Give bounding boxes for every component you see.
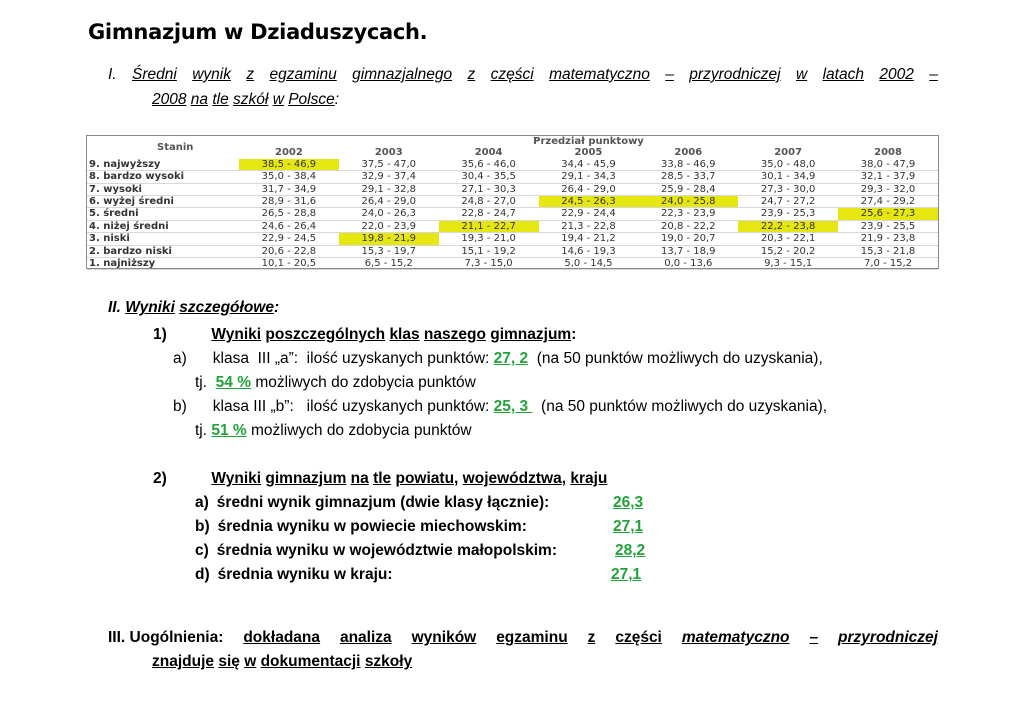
result-item <box>195 494 695 512</box>
table-cell: 30,1 - 34,9 <box>738 171 838 183</box>
result-value: 27,1 <box>611 566 642 583</box>
section-3-heading: III. Uogólnienia: <box>108 629 224 646</box>
table-cell: 37,5 - 47,0 <box>339 159 439 171</box>
subsection-2-comma: , <box>454 470 459 487</box>
section-3-word: się <box>218 653 240 670</box>
table-row <box>87 208 938 220</box>
class-a-rest: (na 50 punktów możliwych do uzyskania), <box>528 350 823 367</box>
result-item <box>195 518 695 536</box>
table-cell: 14,6 - 19,3 <box>539 245 639 257</box>
section-3-word: dokładana <box>243 629 321 646</box>
year-header: 2002 <box>275 147 303 159</box>
section-2-word: szczegółowe <box>179 299 274 316</box>
section-3-word: w <box>244 653 257 670</box>
section-3-word: części <box>615 629 662 646</box>
table-cell: 19,0 - 20,7 <box>638 233 738 245</box>
table-cell: 21,1 - 22,7 <box>439 220 539 232</box>
table-cell: 26,4 - 29,0 <box>539 183 639 195</box>
table-row <box>87 233 938 245</box>
table-cell: 21,9 - 23,8 <box>838 233 938 245</box>
table-cell: 35,0 - 48,0 <box>738 159 838 171</box>
section-3-word: matematyczno <box>681 629 790 646</box>
result-label: średnia wyniku w województwie małopolskim: <box>216 542 558 559</box>
section-1-word: w <box>796 66 808 83</box>
stanin-header: Stanin <box>157 141 194 153</box>
section-1-word: 2008 <box>152 91 187 108</box>
section-1-word: z <box>246 66 255 83</box>
section-3-line-2 <box>152 653 412 671</box>
table-cell: 9,3 - 15,1 <box>738 258 838 270</box>
table-cell: 29,1 - 34,3 <box>539 171 639 183</box>
result-value: 28,2 <box>615 542 646 559</box>
subsection-2-word: na <box>350 470 369 487</box>
class-a-line <box>173 350 823 368</box>
result-label: średni wynik gimnazjum (dwie klasy łącznie): <box>216 494 550 511</box>
table-cell: 27,4 - 29,2 <box>838 196 938 208</box>
section-3-word: znajduje <box>152 653 215 670</box>
table-cell: 33,8 - 46,9 <box>638 159 738 171</box>
table-cell: 32,1 - 37,9 <box>838 171 938 183</box>
class-a-percent-rest: możliwych do zdobycia punktów <box>251 374 476 391</box>
table-cell: 20,6 - 22,8 <box>239 245 339 257</box>
table-cell: 28,5 - 33,7 <box>638 171 738 183</box>
section-3-word: dokumentacji <box>260 653 361 670</box>
table-cell: 22,9 - 24,5 <box>239 233 339 245</box>
table-cell: 27,3 - 30,0 <box>738 183 838 195</box>
table-cell: 32,9 - 37,4 <box>339 171 439 183</box>
section-3-word: z <box>587 629 596 646</box>
subsection-1-word: gimnazjum <box>490 326 572 343</box>
table-cell: 15,3 - 21,8 <box>838 245 938 257</box>
table-cell: 19,8 - 21,9 <box>339 233 439 245</box>
subsection-2-heading <box>153 470 607 488</box>
table-cell: 13,7 - 18,9 <box>638 245 738 257</box>
result-letter: b) <box>195 518 210 535</box>
table-cell: 24,0 - 26,3 <box>339 208 439 220</box>
result-letter: c) <box>195 542 209 559</box>
table-row <box>87 220 938 232</box>
table-row <box>87 183 938 195</box>
year-header: 2007 <box>774 147 803 159</box>
section-1-line-1 <box>108 66 938 84</box>
table-cell: 29,3 - 32,0 <box>838 183 938 195</box>
section-3-word: przyrodniczej <box>838 629 938 646</box>
table-cell: 35,0 - 38,4 <box>239 171 339 183</box>
section-1-word: matematyczno <box>549 66 650 83</box>
subsection-2-word: powiatu <box>395 470 455 487</box>
table-cell: 10,1 - 20,5 <box>239 258 339 270</box>
stanin-label: 1. najniższy <box>87 258 239 270</box>
section-1-word: na <box>190 91 209 108</box>
class-a-points: 27, 2 <box>493 350 529 367</box>
section-1-word: części <box>490 66 534 83</box>
section-3-line-1 <box>108 629 938 647</box>
section-1-line-2 <box>152 91 339 109</box>
stanin-label: 7. wysoki <box>87 183 239 195</box>
subsection-1-number: 1) <box>153 326 167 343</box>
page-title: Gimnazjum w Dziaduszycach. <box>88 20 428 44</box>
subsection-2-number: 2) <box>153 470 167 487</box>
table-cell: 31,7 - 34,9 <box>239 183 339 195</box>
section-3-word: – <box>809 629 819 646</box>
class-b-line <box>173 398 827 416</box>
section-2-word: Wyniki <box>125 299 175 316</box>
section-1-number: I. <box>108 66 117 83</box>
section-1-word: tle <box>212 91 229 108</box>
section-1-colon: : <box>334 91 340 108</box>
section-1-word: 2002 <box>879 66 914 83</box>
result-item <box>195 566 695 584</box>
table-cell: 23,9 - 25,3 <box>738 208 838 220</box>
stanin-table-grid <box>87 136 938 270</box>
table-cell: 25,6 - 27,3 <box>838 208 938 220</box>
table-cell: 20,3 - 22,1 <box>738 233 838 245</box>
subsection-2-word: gimnazjum <box>265 470 347 487</box>
result-value: 26,3 <box>613 494 644 511</box>
class-a-tj: tj. <box>195 374 216 391</box>
year-header: 2004 <box>474 147 503 159</box>
table-cell: 15,1 - 19,2 <box>439 245 539 257</box>
stanin-label: 2. bardzo niski <box>87 245 239 257</box>
subsection-1-word: Wyniki <box>211 326 262 343</box>
section-1-word: wynik <box>192 66 231 83</box>
table-cell: 22,8 - 24,7 <box>439 208 539 220</box>
table-cell: 7,0 - 15,2 <box>838 258 938 270</box>
section-3-word: szkoły <box>364 653 413 670</box>
subsection-1-word: naszego <box>423 326 486 343</box>
class-b-points: 25, 3 <box>493 398 533 415</box>
class-b-tj: tj. <box>195 422 212 439</box>
table-cell: 22,0 - 23,9 <box>339 220 439 232</box>
class-b-rest: (na 50 punktów możliwych do uzyskania), <box>532 398 828 415</box>
section-3-word: wyników <box>411 629 477 646</box>
class-a-text: klasa III „a”: ilość uzyskanych punktów: <box>212 350 494 367</box>
table-cell: 21,3 - 22,8 <box>539 220 639 232</box>
stanin-label: 6. wyżej średni <box>87 196 239 208</box>
year-header: 2008 <box>874 147 902 159</box>
table-cell: 19,3 - 21,0 <box>439 233 539 245</box>
table-cell: 25,9 - 28,4 <box>638 183 738 195</box>
subsection-1-colon: : <box>571 326 577 343</box>
section-1-word: – <box>665 66 674 83</box>
class-b-text: klasa III „b”: ilość uzyskanych punktów: <box>212 398 494 415</box>
class-b-percent: 51 % <box>211 422 247 439</box>
result-item <box>195 542 695 560</box>
section-3-word: analiza <box>339 629 392 646</box>
class-a-percent-line <box>195 374 476 392</box>
table-cell: 26,4 - 29,0 <box>339 196 439 208</box>
subsection-2-word: kraju <box>570 470 608 487</box>
stanin-label: 9. najwyższy <box>87 159 239 171</box>
class-b-percent-line <box>195 422 472 440</box>
section-1-word: szkół <box>233 91 269 108</box>
table-cell: 38,5 - 46,9 <box>239 159 339 171</box>
class-a-percent: 54 % <box>215 374 252 391</box>
table-cell: 7,3 - 15,0 <box>439 258 539 270</box>
result-label: średnia wyniku w kraju: <box>217 566 393 583</box>
table-cell: 24,6 - 26,4 <box>239 220 339 232</box>
section-2-colon: : <box>273 299 280 316</box>
result-letter: d) <box>195 566 210 583</box>
table-cell: 22,2 - 23,8 <box>738 220 838 232</box>
subsection-2-word: województwa <box>462 470 562 487</box>
table-row <box>87 245 938 257</box>
table-cell: 15,2 - 20,2 <box>738 245 838 257</box>
table-cell: 5,0 - 14,5 <box>539 258 639 270</box>
stanin-label: 3. niski <box>87 233 239 245</box>
subsection-2-word: tle <box>373 470 392 487</box>
section-1-word: Polsce <box>288 91 335 108</box>
year-header: 2005 <box>574 147 603 159</box>
table-cell: 38,0 - 47,9 <box>838 159 938 171</box>
table-cell: 19,4 - 21,2 <box>539 233 639 245</box>
section-1-word: – <box>929 66 938 83</box>
section-1-word: gimnazjalnego <box>352 66 453 83</box>
stanin-label: 4. niżej średni <box>87 220 239 232</box>
subsection-2-word: Wyniki <box>211 470 262 487</box>
section-1-word: Średni <box>132 66 177 83</box>
stanin-table <box>86 135 939 269</box>
class-b-letter: b) <box>173 398 187 415</box>
stanin-label: 8. bardzo wysoki <box>87 171 239 183</box>
section-3-word: egzaminu <box>496 629 568 646</box>
table-cell: 0,0 - 13,6 <box>638 258 738 270</box>
table-cell: 26,5 - 28,8 <box>239 208 339 220</box>
table-cell: 24,0 - 25,8 <box>638 196 738 208</box>
table-cell: 6,5 - 15,2 <box>339 258 439 270</box>
table-cell: 24,5 - 26,3 <box>539 196 639 208</box>
section-2-number: II. <box>108 299 121 316</box>
range-header: Przedział punktowy <box>533 136 644 147</box>
stanin-label: 5. średni <box>87 208 239 220</box>
table-cell: 22,3 - 23,9 <box>638 208 738 220</box>
table-row <box>87 196 938 208</box>
section-1-word: egzaminu <box>269 66 337 83</box>
section-1-word: z <box>467 66 476 83</box>
table-cell: 29,1 - 32,8 <box>339 183 439 195</box>
section-1-word: latach <box>822 66 864 83</box>
table-cell: 24,8 - 27,0 <box>439 196 539 208</box>
result-label: średnia wyniku w powiecie miechowskim: <box>217 518 527 535</box>
subsection-1-heading <box>153 326 576 344</box>
table-cell: 24,7 - 27,2 <box>738 196 838 208</box>
table-cell: 23,9 - 25,5 <box>838 220 938 232</box>
table-row <box>87 159 938 171</box>
year-header: 2006 <box>674 147 703 159</box>
year-header: 2003 <box>374 147 403 159</box>
table-row <box>87 258 938 270</box>
subsection-1-word: poszczególnych <box>265 326 386 343</box>
table-cell: 22,9 - 24,4 <box>539 208 639 220</box>
result-value: 27,1 <box>613 518 644 535</box>
table-cell: 20,8 - 22,2 <box>638 220 738 232</box>
subsection-1-word: klas <box>389 326 420 343</box>
result-letter: a) <box>195 494 209 511</box>
table-cell: 34,4 - 45,9 <box>539 159 639 171</box>
table-row <box>87 171 938 183</box>
table-cell: 30,4 - 35,5 <box>439 171 539 183</box>
section-1-word: w <box>272 91 284 108</box>
subsection-2-comma: , <box>561 470 567 487</box>
section-2-heading <box>108 299 279 317</box>
table-cell: 15,3 - 19,7 <box>339 245 439 257</box>
class-b-percent-rest: możliwych do zdobycia punktów <box>246 422 472 439</box>
class-a-letter: a) <box>173 350 187 367</box>
table-cell: 27,1 - 30,3 <box>439 183 539 195</box>
table-cell: 28,9 - 31,6 <box>239 196 339 208</box>
section-1-word: przyrodniczej <box>689 66 781 83</box>
table-cell: 35,6 - 46,0 <box>439 159 539 171</box>
